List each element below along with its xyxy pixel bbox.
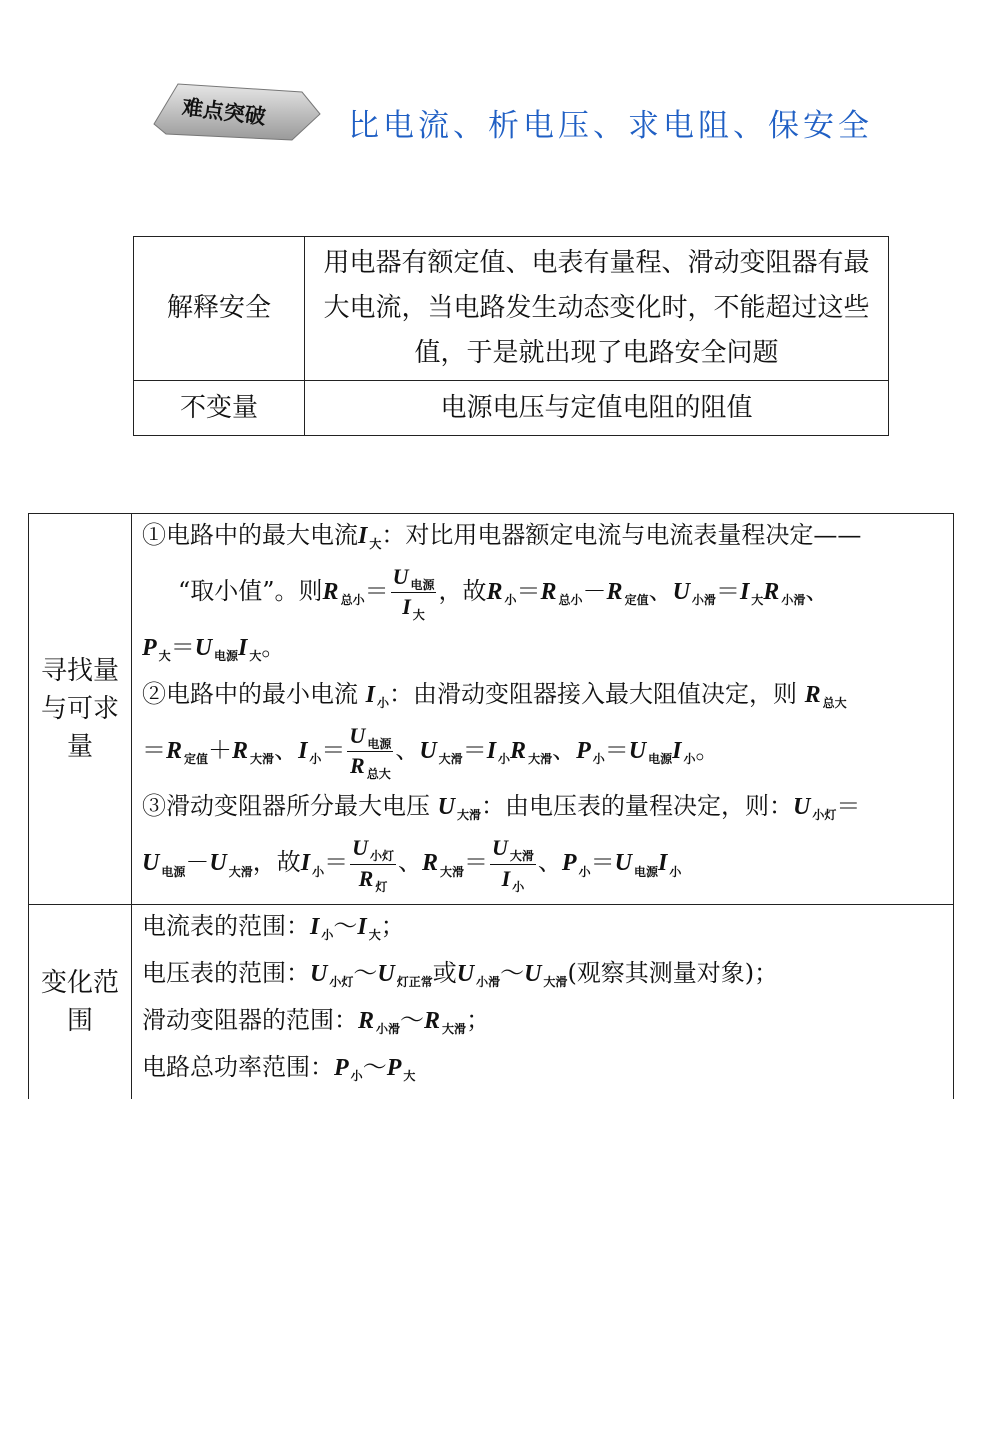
fraction: $\frac{U _{小灯}}{R _灯}$ <box>352 835 394 894</box>
content-line: 滑动变阻器的范围：R $_{小滑}$～R $_{大滑}$； <box>142 1005 491 1036</box>
content-line: 电路总功率范围：P $_小$～P $_大$ <box>142 1052 416 1083</box>
item-intro: ③滑动变阻器所分最大电压 <box>142 792 430 821</box>
row-value: 用电器有额定值、电表有量程、滑动变阻器有最大电流，当电路发生动态变化时，不能超过这些值，于是就出现了电路安全问题 <box>305 237 889 381</box>
section-badge <box>152 82 322 144</box>
content-line: ＝R $_{定值}$＋R $_{大滑}$、I $_小$＝ $\frac{U _{电源}}{R _{总大}}$ 、U $_{大滑}$＝I $_小$R $_{大滑}$、P $_小$＝U $_{电源}$I $_小$。 <box>142 723 720 782</box>
content-line: U $_{电源}$－U $_{大滑}$，故I $_小$＝ $\frac{U _{小灯}}{R _灯}$ 、R $_{大滑}$＝ $\frac{U _{大滑}}{I _小}$ 、P $_小$＝U $_{电源}$I $_小$ <box>142 835 682 894</box>
table-row <box>29 904 954 1099</box>
item-intro: ②电路中的最小电流 <box>142 680 358 709</box>
fraction: $\frac{U _{电源}}{R _{总大}}$ <box>349 723 392 782</box>
item-desc: ：由滑动变阻器接入最大阻值决定，则 <box>389 680 797 709</box>
item-desc: ：由电压表的量程决定，则： <box>481 792 793 821</box>
row-label: 寻找量与可求量 <box>29 514 132 905</box>
item-intro: ①电路中的最大电流 <box>142 521 358 549</box>
content-line: ①电路中的最大电流I $_大$：对比用电器额定电流与电流表量程决定—— <box>142 521 862 551</box>
row-label: 变化范围 <box>29 904 132 1099</box>
content-line: 电流表的范围：I $_小$～I $_大$； <box>142 911 405 942</box>
row-label: 解释安全 <box>134 237 305 381</box>
table-row <box>134 381 889 436</box>
fraction: $\frac{U _{电源}}{I _大}$ <box>392 564 435 623</box>
content-line: “取小值”。则R $_{总小}$＝ $\frac{U _{电源}}{I _大}$ ，故R $_小$＝R $_{总小}$－R $_{定值}$、U $_{小滑}$＝I $_大$R $_{小滑}$、 <box>178 564 830 623</box>
row-value: 电源电压与定值电阻的阻值 <box>305 381 889 436</box>
content-line: P $_大$＝U $_{电源}$I $_大$。 <box>142 633 286 664</box>
table-row <box>29 514 954 905</box>
badge-label: 难点突破 <box>180 94 268 130</box>
table-row <box>134 237 889 381</box>
content-line: ②电路中的最小电流 I $_小$：由滑动变阻器接入最大阻值决定，则 R $_{总大}$ <box>142 680 847 711</box>
fraction: $\frac{U _{大滑}}{I _小}$ <box>492 835 534 894</box>
row-content <box>132 904 954 1099</box>
row-label: 不变量 <box>134 381 305 436</box>
content-line: 电压表的范围：U $_{小灯}$～U $_{灯正常}$或U $_{小滑}$～U $_{大滑}$(观察其测量对象)； <box>142 958 779 989</box>
safety-table <box>133 236 889 436</box>
analysis-table <box>28 513 954 1099</box>
item-desc: ：对比用电器额定电流与电流表量程决定—— <box>381 521 862 549</box>
page-title: 比电流、析电压、求电阻、保安全 <box>348 108 873 144</box>
content-line: ③滑动变阻器所分最大电压 U $_{大滑}$：由电压表的量程决定，则：U $_{小灯}$＝ <box>142 792 861 823</box>
row-content <box>132 514 954 905</box>
